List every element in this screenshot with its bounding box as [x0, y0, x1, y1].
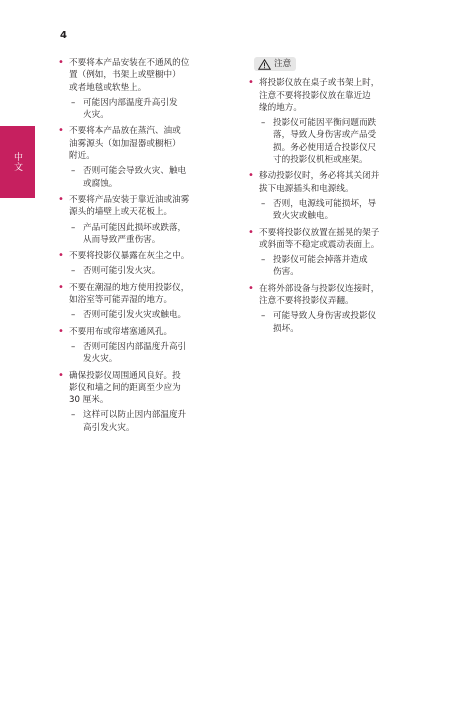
bullet-text-line: 置（例如，书架上或壁橱中） [69, 70, 181, 81]
bullet-dot-icon: • [58, 281, 64, 293]
dash-mark: – [71, 310, 76, 321]
dash-mark: – [71, 166, 76, 177]
sub-text-line: 寸的投影仪机柜或座架。 [273, 155, 368, 166]
sub-item [58, 341, 230, 366]
sub-text-line: 产品可能因此损坏或跌落， [83, 222, 187, 233]
page-number: 4 [60, 30, 67, 41]
dash-mark: – [261, 311, 266, 322]
sub-item [248, 117, 418, 166]
bullet-item [58, 370, 230, 407]
sub-text-line: 投影仪可能会掉落并造成 [273, 255, 368, 266]
dash-mark: – [261, 255, 266, 266]
sub-text-line: 否则，电源线可能损坏，导 [273, 198, 377, 209]
bullet-item [58, 125, 230, 162]
sub-text-line: 这样可以防止因内部温度升 [83, 410, 187, 421]
bullet-text-line: 拔下电源插头和电源线。 [259, 183, 354, 194]
bullet-item [58, 57, 230, 94]
sub-item [58, 97, 230, 122]
bullet-text-line: 不要将本产品放在蒸汽、油或 [69, 126, 181, 137]
bullet-text-line: 附近。 [69, 151, 95, 162]
bullet-text-line: 不要将投影仪暴露在灰尘之中。 [69, 251, 190, 262]
bullet-text-line: 确保投影仪周围通风良好。投 [69, 370, 181, 381]
bullet-dot-icon: • [248, 226, 254, 238]
bullet-dot-icon: • [58, 325, 64, 337]
bullet-text-line: 油雾源头（如加湿器或橱柜） [69, 138, 181, 149]
bullet-text-line: 不要用布或帘堵塞通风孔。 [69, 326, 173, 337]
sub-item [58, 265, 230, 277]
dash-mark: – [71, 266, 76, 277]
dash-mark: – [71, 97, 76, 108]
sub-text-line: 可能导致人身伤害或投影仪 [273, 311, 377, 322]
dash-mark: – [71, 341, 76, 352]
bullet-item [58, 194, 230, 219]
sub-item [248, 198, 418, 223]
sub-text-line: 伤害。 [273, 267, 299, 278]
sub-item [58, 309, 230, 321]
bullet-item [58, 250, 230, 262]
bullet-text-line: 不要将本产品安装在不通风的位 [69, 58, 190, 68]
bullet-dot-icon: • [248, 282, 254, 294]
bullet-dot-icon: • [58, 57, 64, 68]
bullet-text-line: 缘的地方。 [259, 102, 302, 113]
sub-text-line: 落，导致人身伤害或产品受 [273, 130, 377, 141]
bullet-text-line: 或者地毯或软垫上。 [69, 82, 147, 93]
dash-mark: – [261, 118, 266, 129]
sub-text-line: 否则可能会导致火灾、触电 [83, 166, 187, 177]
bullet-text-line: 在将外部设备与投影仪连接时， [259, 283, 380, 294]
bullet-dot-icon: • [58, 193, 64, 205]
bullet-text-line: 30 厘米。 [69, 395, 109, 406]
dash-mark: – [261, 198, 266, 209]
bullet-dot-icon: • [248, 170, 254, 182]
bullet-text-line: 或斜面等不稳定或震动表面上。 [259, 239, 380, 250]
bullet-item [58, 282, 230, 307]
sub-text-line: 火灾。 [83, 110, 109, 121]
sub-text-line: 投影仪可能因平衡问题而跌 [273, 118, 377, 129]
bullet-text-line: 注意不要将投影仪弄翻。 [259, 296, 354, 307]
bullet-text-line: 如浴室等可能弄湿的地方。 [69, 295, 173, 306]
bullet-dot-icon: • [58, 369, 64, 381]
right-column [248, 57, 418, 339]
sub-item [58, 222, 230, 247]
sub-item [58, 165, 230, 190]
bullet-text-line: 移动投影仪时，务必将其关闭并 [259, 171, 380, 182]
bullet-text-line: 不要将投影仪放置在摇晃的架子 [259, 227, 380, 238]
warning-triangle-icon [258, 59, 271, 70]
caution-label: 注意 [274, 59, 292, 69]
bullet-item [248, 170, 418, 195]
sub-text-line: 高引发火灾。 [83, 422, 135, 433]
bullet-item [58, 326, 230, 338]
bullet-dot-icon: • [58, 125, 64, 137]
bullet-text-line: 影仪和墙之间的距离至少应为 [69, 382, 181, 393]
bullet-item [248, 283, 418, 308]
sub-text-line: 损坏。 [273, 323, 299, 334]
sub-text-line: 致火灾或触电。 [273, 211, 334, 222]
right-items [248, 77, 418, 339]
dash-mark: – [71, 410, 76, 421]
caution-badge [254, 57, 296, 71]
bullet-item [248, 77, 418, 114]
bullet-dot-icon: • [248, 77, 254, 89]
bullet-text-line: 将投影仪放在桌子或书架上时， [259, 78, 380, 89]
sub-text-line: 否则可能引发火灾或触电。 [83, 310, 187, 321]
bullet-dot-icon: • [58, 250, 64, 262]
sub-text-line: 发火灾。 [83, 354, 118, 365]
sub-text-line: 否则可能因内部温度升高引 [83, 341, 187, 352]
bullet-item [248, 227, 418, 252]
language-tab: 中文 [0, 126, 35, 198]
sub-item [248, 310, 418, 335]
sub-text-line: 或腐蚀。 [83, 178, 118, 189]
sub-text-line: 从而导致严重伤害。 [83, 234, 161, 245]
dash-mark: – [71, 222, 76, 233]
bullet-text-line: 源头的墙壁上或天花板上。 [69, 207, 173, 218]
sub-item [58, 409, 230, 434]
sub-item [248, 254, 418, 279]
bullet-text-line: 注意不要将投影仪放在靠近边 [259, 90, 371, 101]
sub-text-line: 损。务必使用适合投影仪尺 [273, 142, 377, 153]
bullet-text-line: 不要在潮湿的地方使用投影仪， [69, 282, 190, 293]
sub-text-line: 否则可能引发火灾。 [83, 266, 161, 277]
bullet-text-line: 不要将产品安装于靠近油或油雾 [69, 194, 190, 205]
left-column [58, 57, 230, 438]
sub-text-line: 可能因内部温度升高引发 [83, 97, 178, 108]
